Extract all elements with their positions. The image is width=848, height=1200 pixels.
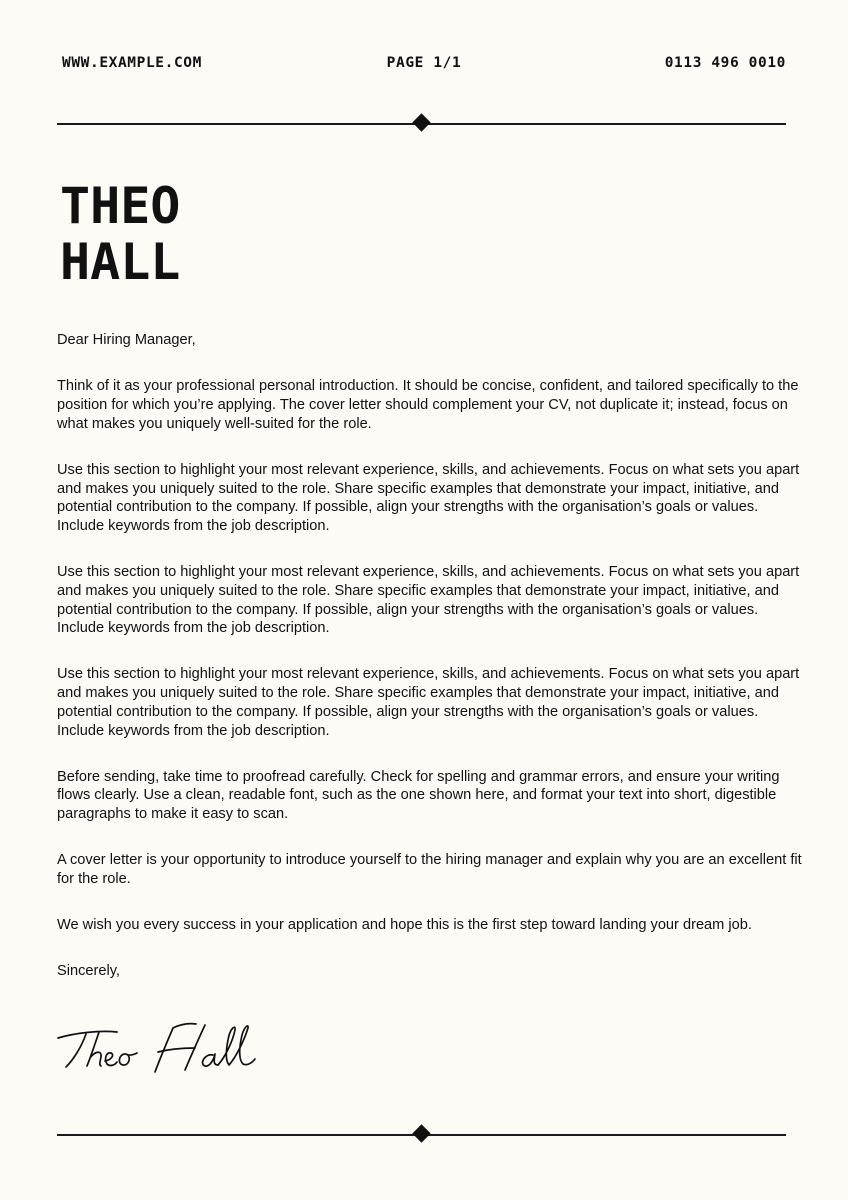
last-name: HALL (60, 233, 181, 291)
closing: Sincerely, (57, 963, 120, 980)
letter-paragraph: Think of it as your professional personal introduction. It should be concise, confident, and tailored specifically to the position for which you’re applying. The cover letter should complement your CV, not duplicate it; instead, focus on what makes you uniquely well-suited for the role. (57, 378, 799, 432)
letter-paragraph: Use this section to highlight your most relevant experience, skills, and achievements. Focus on what sets you apart and makes you uniquely suited to the role. Share specific examples that demonstrate your impact, initiative, and potential contribution to the company. If possible, align your strengths with the organisation’s goals or values. Include keywords from the job description. (57, 461, 800, 534)
diamond-icon (412, 113, 430, 131)
website-link[interactable]: WWW.EXAMPLE.COM (62, 55, 202, 71)
first-name: THEO (60, 177, 181, 235)
signature-stroke (173, 1024, 196, 1028)
letter-body (57, 331, 802, 981)
signature-stroke (87, 1032, 101, 1066)
applicant-name (60, 178, 180, 290)
letter-paragraph: A cover letter is your opportunity to introduce yourself to the hiring manager and explain why you are an excellent fit for the role. (57, 852, 802, 888)
salutation: Dear Hiring Manager, (57, 332, 196, 348)
signature-stroke (58, 1031, 117, 1038)
signature-stroke (119, 1053, 137, 1065)
page-header (62, 55, 786, 75)
phone-number: 0113 496 0010 (664, 55, 786, 71)
page-number: PAGE 1/1 (386, 55, 462, 71)
letter-paragraph: We wish you every success in your application and hope this is the first step toward landing your dream job. (57, 917, 752, 934)
letter-paragraph: Use this section to highlight your most relevant experience, skills, and achievements. Focus on what sets you apart and makes you uniquely suited to the role. Share specific examples that demonstrate your impact, initiative, and potential contribution to the company. If possible, align your strengths with the organisation’s goals or values. Include keywords from the job description. (57, 564, 800, 637)
signature-stroke (203, 1054, 218, 1066)
top-divider (57, 112, 786, 136)
signature-stroke (218, 1026, 255, 1065)
bottom-divider (57, 1123, 786, 1147)
signature (55, 1018, 265, 1080)
signature-stroke (66, 1034, 86, 1067)
letter-paragraph: Use this section to highlight your most relevant experience, skills, and achievements. Focus on what sets you apart and makes you uniquely suited to the role. Share specific examples that demonstrate your impact, initiative, and potential contribution to the company. If possible, align your strengths with the organisation’s goals or values. Include keywords from the job description. (57, 666, 800, 739)
diamond-icon (412, 1124, 430, 1142)
letter-paragraph: Before sending, take time to proofread carefully. Check for spelling and grammar errors, and ensure your writing flows clearly. Use a clean, readable font, such as the one shown here, and format your text into short, digestible paragraphs to make it easy to scan. (57, 768, 780, 823)
signature-stroke (105, 1053, 117, 1066)
